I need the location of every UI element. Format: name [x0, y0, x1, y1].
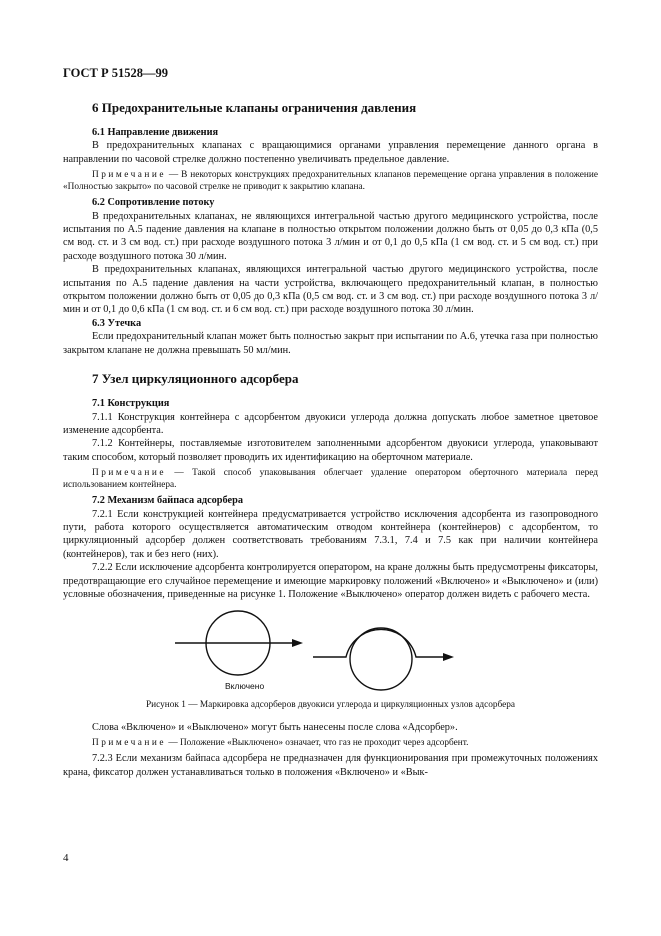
- off-symbol-arrowhead: [443, 653, 454, 661]
- paragraph: Если предохранительный клапан может быть полностью закрыт при испытании по А.6, утечка газа при полностью закрытом клапане не должна превышать 50 мл/мин.: [63, 331, 598, 356]
- standard-header: ГОСТ Р 51528—99: [63, 66, 169, 80]
- section-6-3-title: 6.3 Утечка: [92, 317, 142, 329]
- figure-1-drawing: [63, 605, 598, 695]
- on-label: Включено: [225, 681, 265, 692]
- figure-caption: Рисунок 1 — Маркировка адсорберов двуокиси углерода и циркуляционных узлов адсорбера: [146, 700, 515, 711]
- paragraph: 7.2.3 Если механизм байпаса адсорбера не предназначен для функционирования при промежуточных положениях крана, фиксатор должен устанавливаться только в положения «Включено» и «Вык-: [63, 753, 598, 778]
- note: [63, 737, 598, 749]
- note-text: — В некоторых конструкциях предохранительных клапанов перемещение органа управления в положение «Полностью закрыто» по часовой стрелке не приводит к закрытию клапана.: [63, 170, 598, 193]
- paragraph: 7.1.2 Контейнеры, поставляемые изготовителем заполненными адсорбентом двуокиси углерода, упаковывают таким способом, который позволяет проводить их идентификацию на оберточном материале.: [63, 438, 598, 463]
- figure-1: [63, 605, 598, 695]
- paragraph: В предохранительных клапанах, являющихся интегральной частью другого медицинского устройства, после испытания по А.5 падение давления на части устройства, включающего предохранительный клапан, в полностью открытом положении должно быть от 0,05 до 0,3 кПа (0,5 см вод. ст. и 3 см вод. ст.) при расходе воздушного потока 3 л/мин и от 0,1 до 0,6 кПа (1 см вод. ст. и 6 см вод. ст.) при расходе воздушного потока 30 л/мин.: [63, 264, 598, 316]
- section-7-title: 7 Узел циркуляционного адсорбера: [92, 371, 299, 387]
- section-6-1-title: 6.1 Направление движения: [92, 127, 219, 138]
- page-number: 4: [63, 852, 69, 864]
- main-content: [63, 100, 598, 779]
- on-symbol-arrowhead: [292, 639, 303, 647]
- note-label: Примечание: [92, 738, 166, 749]
- paragraph: В предохранительных клапанах, не являющихся интегральной частью другого медицинского устройства, после испытания по А.5 падение давления на клапане в полностью открытом положении должно быть от 0,05 до 0,3 кПа (0,5 см вод. ст. и 3 см вод. ст.) при расходе воздушного потока 3 л/мин и от 0,1 до 0,5 кПа (1 см вод. ст. и 5 см вод. ст.) при расходе воздушного потока 30 л/мин.: [63, 210, 598, 262]
- note-text: — Положение «Выключено» означает, что газ не проходит через адсорбент.: [166, 738, 469, 749]
- note-label: Примечание: [92, 468, 166, 479]
- section-6-2-title: 6.2 Сопротивление потоку: [92, 197, 215, 209]
- paragraph: Слова «Включено» и «Выключено» могут быть нанесены после слова «Адсорбер».: [92, 721, 458, 733]
- section-7-2-title: 7.2 Механизм байпаса адсорбера: [92, 495, 243, 507]
- paragraph: В предохранительных клапанах с вращающимися органами управления перемещение данного органа в направлении по часовой стрелке должно постепенно увеличивать предельное давление.: [63, 140, 598, 165]
- note: [63, 467, 598, 491]
- note-label: Примечание: [92, 170, 166, 181]
- paragraph: 7.2.2 Если исключение адсорбента контролируется оператором, на кране должны быть предусмотрены фиксаторы, предотвращающие его случайное перемещение и имеющие маркировку положений «Включено» и «Выключено» и (или) условные обозначения, приведенные на рисунке 1. Положение «Выключено» оператор должен видеть с рабочего места.: [63, 562, 598, 600]
- paragraph: 7.1.1 Конструкция контейнера с адсорбентом двуокиси углерода должна допускать любое заметное цветовое изменение адсорбента.: [63, 411, 598, 436]
- off-symbol-bypass-path: [313, 630, 446, 658]
- section-6-title: 6 Предохранительные клапаны ограничения давления: [92, 100, 417, 115]
- note-text: — Такой способ упаковывания облегчает удаление оператором оберточного материала перед использованием контейнера.: [63, 468, 598, 491]
- paragraph: 7.2.1 Если конструкцией контейнера предусматривается устройство исключения адсорбента из газопроводного пути, работа которого осуществляется автоматическим отводом контейнера (контейнеров) с адсорбентом, то циркуляционный адсорбер должен соответствовать требованиям 7.3.1, 7.4 и 7.5 как при наличии контейнера (контейнеров), так и без него (них).: [63, 508, 598, 560]
- section-7-1-title: 7.1 Конструкция: [92, 398, 170, 410]
- note: [63, 169, 598, 193]
